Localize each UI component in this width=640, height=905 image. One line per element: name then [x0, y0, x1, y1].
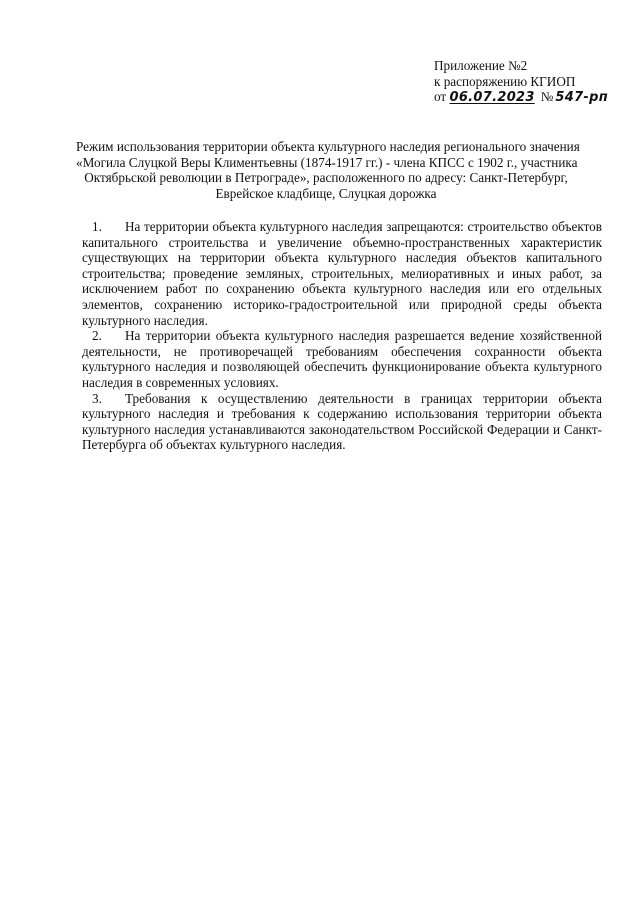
- date-prefix: от: [434, 89, 447, 104]
- paragraph-text: На территории объекта культурного наследия запрещаются: строительство объектов капитального строительства и увеличение объемно-пространственных характеристик существующих на территории объекта культурного наследия объектов капитального строительства; проведение земляных, строительных, мелиоративных и иных работ, за исключением работ по сохранению объекта культурного наследия или его отдельных элементов, сохранению историко-градостроительной или природной среды объекта культурного наследия.: [82, 219, 602, 328]
- title-line: Октябрьской революции в Петрограде», расположенного по адресу: Санкт-Петербург,: [84, 170, 568, 186]
- paragraph-text: На территории объекта культурного наследия разрешается ведение хозяйственной деятельности, не противоречащей требованиям обеспечения сохранности объекта культурного наследия и позволяющей обеспечить функционирование объекта культурного наследия в современных условиях.: [82, 328, 602, 390]
- paragraph-3: [82, 391, 602, 453]
- document-body: [82, 219, 602, 453]
- number-prefix: №: [540, 89, 554, 104]
- paragraph-text: Требования к осуществлению деятельности в границах территории объекта культурного наследия и требования к содержанию использования территории объекта культурного наследия устанавливаются законодательством Российской Федерации и Санкт-Петербурга об объектах культурного наследия.: [82, 390, 602, 453]
- appendix-order-reference: к распоряжению КГИОП: [434, 73, 576, 89]
- appendix-date-number-line: [434, 89, 608, 106]
- paragraph-2: [82, 328, 602, 390]
- paragraph-number: 2.: [92, 328, 102, 344]
- paragraph-1: [82, 219, 602, 328]
- handwritten-date: 06.07.2023: [449, 90, 535, 105]
- title-line: Еврейское кладбище, Слуцкая дорожка: [215, 185, 437, 201]
- appendix-header: [434, 58, 608, 106]
- paragraph-number: 1.: [92, 219, 102, 234]
- paragraph-number: 3.: [92, 390, 102, 406]
- document-title: [76, 139, 580, 201]
- title-line: «Могила Слуцкой Веры Климентьевны (1874-1917 гг.) - члена КПСС с 1902 г., участника: [76, 154, 578, 170]
- handwritten-number: 547-рп: [555, 90, 608, 105]
- appendix-title: Приложение №2: [434, 58, 528, 73]
- title-line: Режим использования территории объекта культурного наследия регионального значения: [76, 139, 580, 154]
